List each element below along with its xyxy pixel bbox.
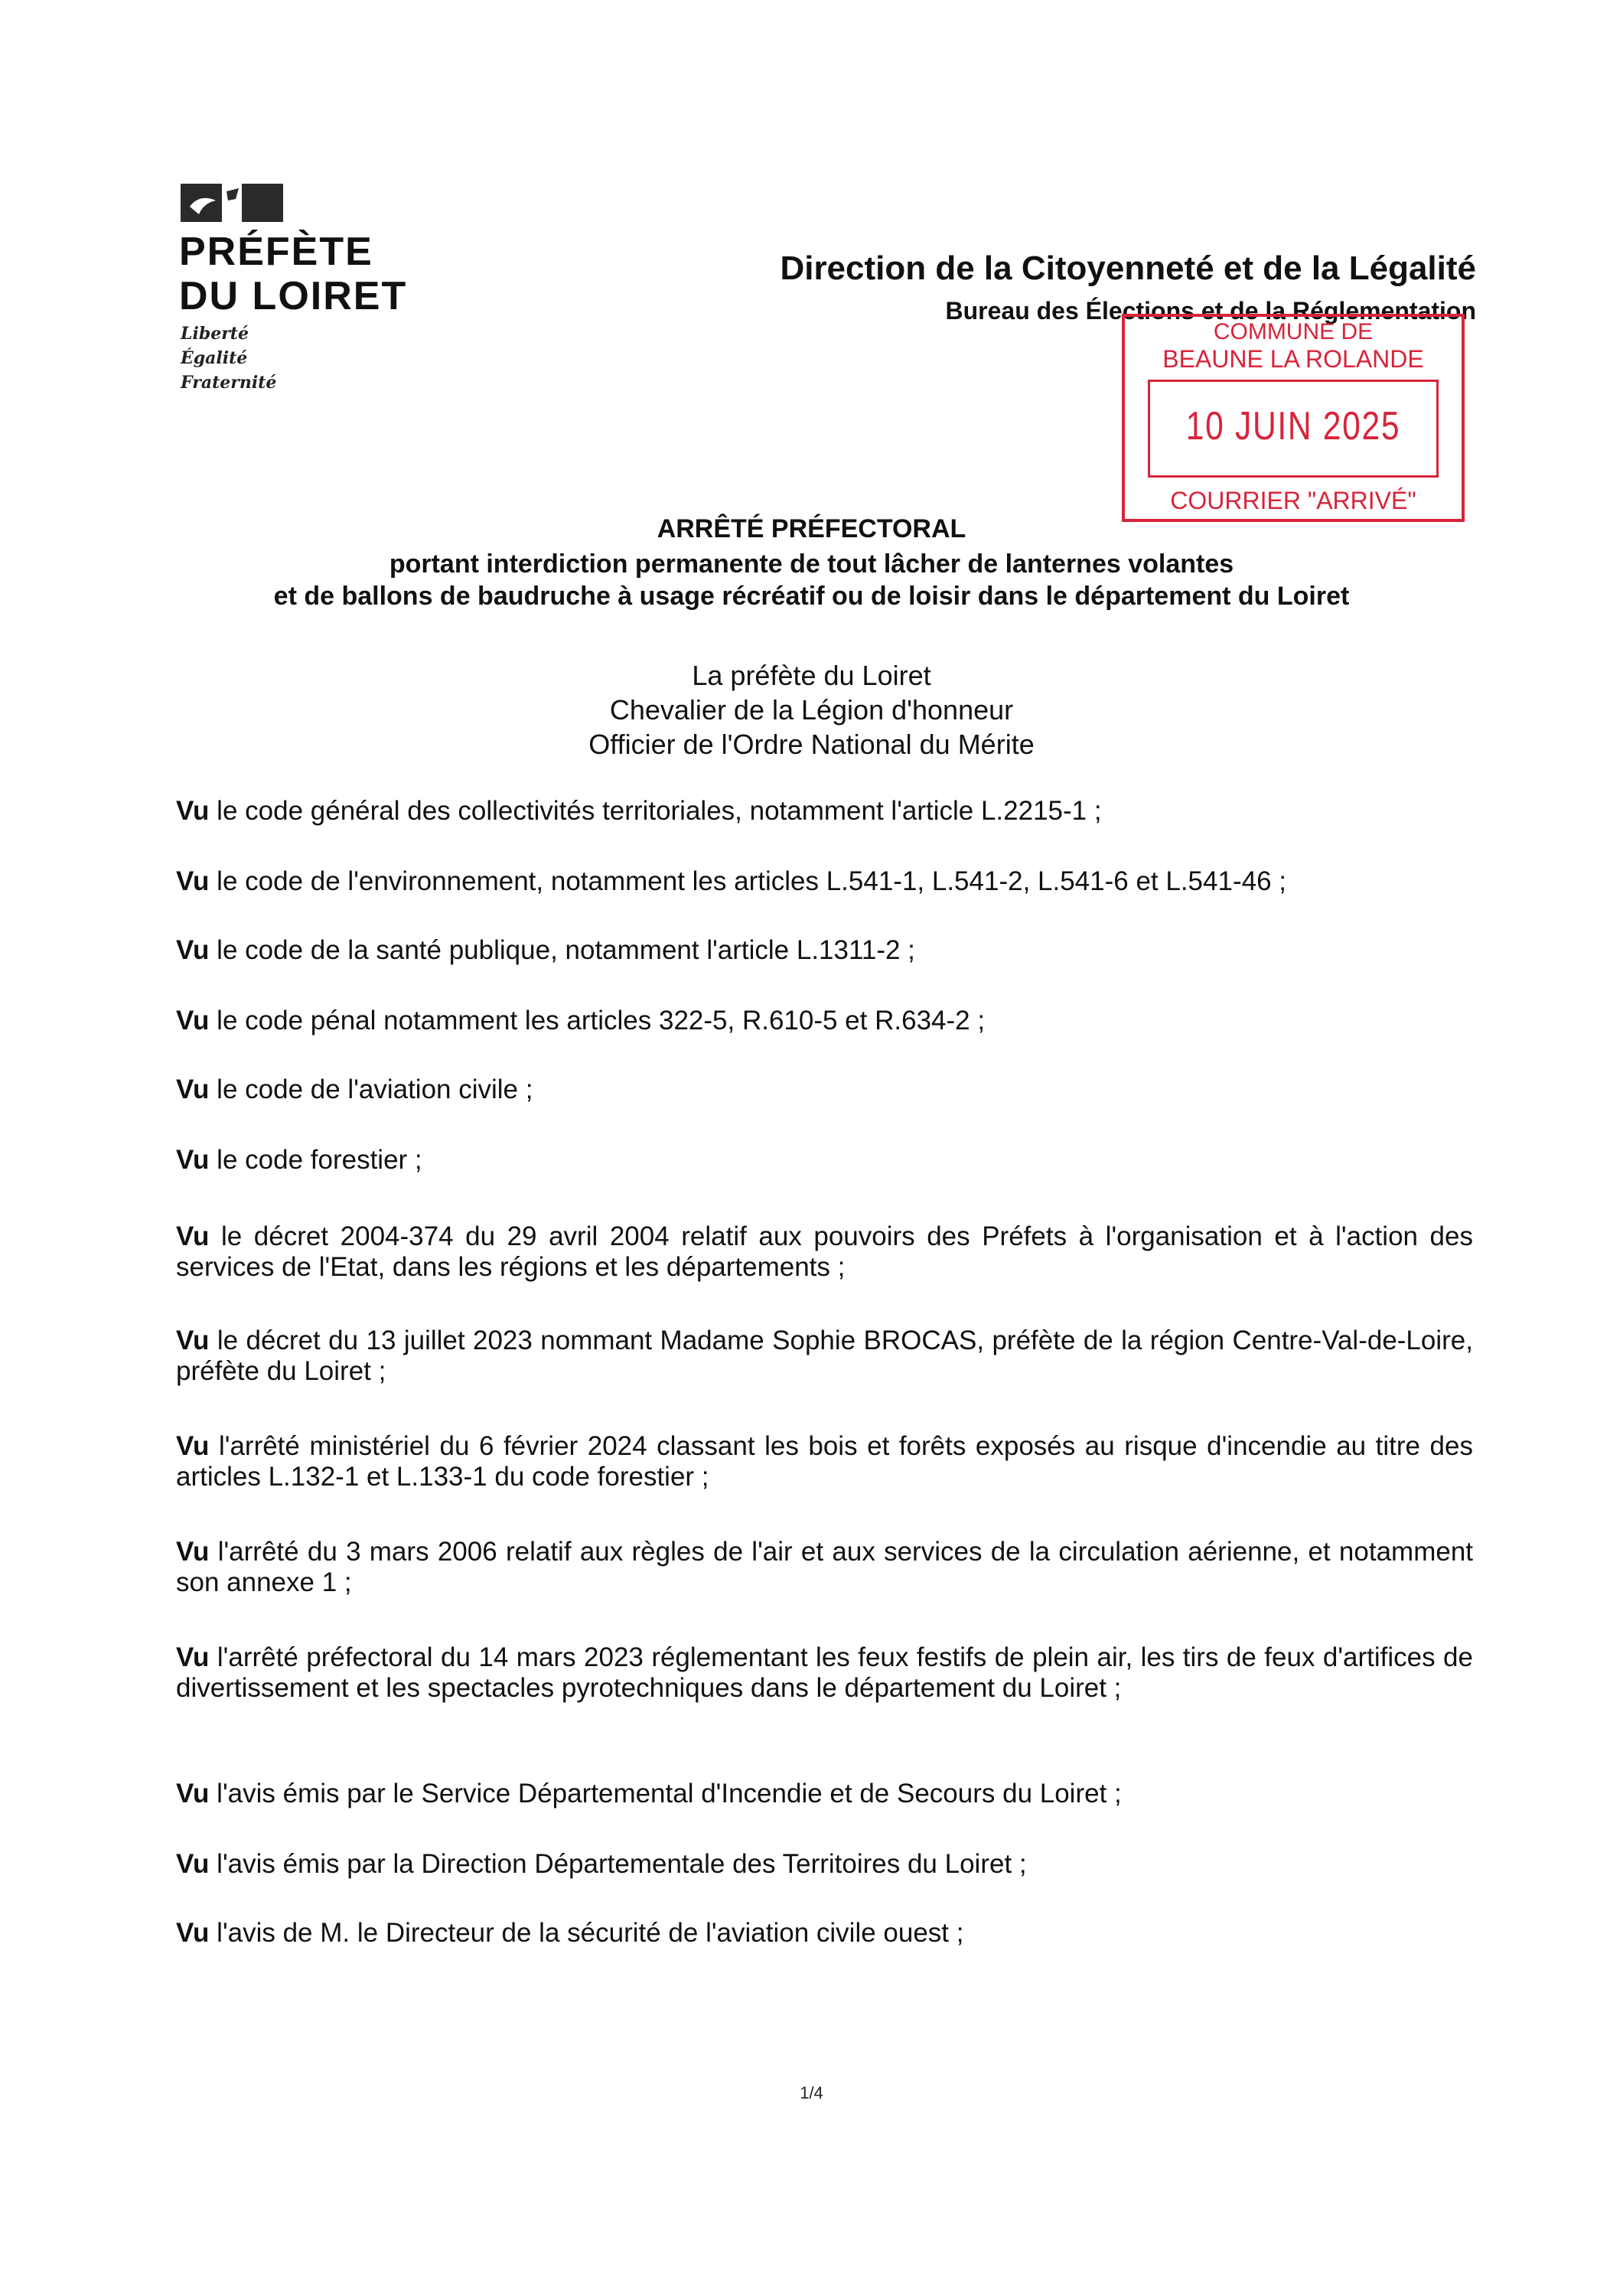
vu-prefix: Vu xyxy=(176,1006,210,1035)
authority-line-1: La préfète du Loiret xyxy=(692,660,931,691)
considerant-14 xyxy=(176,1918,1473,1949)
considerant-text: le code général des collectivités territoriales, notamment l'article L.2215-1 ; xyxy=(217,796,1102,826)
vu-prefix: Vu xyxy=(176,1075,210,1104)
considerant-text: l'arrêté du 3 mars 2006 relatif aux règles de l'air et aux services de la circulation aérienne, et notamment son annexe 1 ; xyxy=(176,1537,1474,1597)
vu-prefix: Vu xyxy=(176,1537,210,1567)
considerant-4 xyxy=(176,1006,1473,1036)
motto-egalite: Égalité xyxy=(181,348,248,368)
considerant-text: l'avis de M. le Directeur de la sécurité de l'aviation civile ouest ; xyxy=(217,1918,964,1948)
considerant-9 xyxy=(176,1431,1473,1492)
considerant-3 xyxy=(176,935,1473,966)
considerant-text: l'avis émis par le Service Départemental d'Incendie et de Secours du Loiret ; xyxy=(217,1779,1122,1808)
considerant-text: le code forestier ; xyxy=(217,1145,422,1175)
motto-fraternite: Fraternité xyxy=(181,373,277,393)
authority-line-3: Officier de l'Ordre National du Mérite xyxy=(588,729,1035,760)
considerant-text: l'avis émis par la Direction Départementale des Territoires du Loiret ; xyxy=(217,1849,1027,1879)
stamp-date-box xyxy=(1148,380,1439,478)
vu-prefix: Vu xyxy=(176,1642,210,1672)
considerant-text: le code de la santé publique, notamment l'article L.1311-2 ; xyxy=(217,935,915,965)
reception-stamp xyxy=(1122,314,1465,522)
considerant-text: le code de l'environnement, notamment les articles L.541-1, L.541-2, L.541-6 et L.541-46 ; xyxy=(217,866,1286,896)
republic-motto xyxy=(181,321,276,395)
considerant-10 xyxy=(176,1537,1473,1598)
vu-prefix: Vu xyxy=(176,1849,210,1879)
authority-block xyxy=(0,658,1623,762)
page-number: 1/4 xyxy=(800,2083,823,2102)
vu-prefix: Vu xyxy=(176,1431,210,1461)
marianne-logo-icon xyxy=(181,184,283,222)
considerant-8 xyxy=(176,1326,1473,1387)
considerant-text: l'arrêté préfectoral du 14 mars 2023 réglementant les feux festifs de plein air, les tirs de feux d'artifices de divertissement et les spectacles pyrotechniques dans le département du Loiret ; xyxy=(176,1642,1473,1703)
considerant-7 xyxy=(176,1221,1473,1283)
stamp-footer: COURRIER "ARRIVÉ" xyxy=(1170,487,1416,514)
arrete-title: ARRÊTÉ PRÉFECTORAL xyxy=(657,514,966,543)
vu-prefix: Vu xyxy=(176,1326,210,1355)
arrete-subtitle xyxy=(191,548,1432,612)
stamp-town: BEAUNE LA ROLANDE xyxy=(1162,345,1424,373)
direction-title: Direction de la Citoyenneté et de la Légalité xyxy=(780,249,1476,287)
considerant-2 xyxy=(176,866,1473,897)
vu-prefix: Vu xyxy=(176,1221,210,1251)
stamp-date: 10 JUIN 2025 xyxy=(1185,404,1401,448)
considerant-text: le décret du 13 juillet 2023 nommant Madame Sophie BROCAS, préfète de la région Centre-Val-de-Loire, préfète du Loiret ; xyxy=(176,1326,1473,1386)
considerant-5 xyxy=(176,1075,1473,1105)
logo-title-line-1: PRÉFÈTE xyxy=(179,230,373,274)
considerant-12 xyxy=(176,1779,1473,1809)
vu-prefix: Vu xyxy=(176,1145,210,1175)
considerant-text: le décret 2004-374 du 29 avril 2004 relatif aux pouvoirs des Préfets à l'organisation et à l'action des services de l'Etat, dans les régions et les départements ; xyxy=(176,1221,1473,1282)
considerant-text: le code pénal notamment les articles 322-5, R.610-5 et R.634-2 ; xyxy=(217,1006,986,1035)
logo-title xyxy=(179,230,407,318)
considerant-11 xyxy=(176,1642,1473,1704)
authority-line-2: Chevalier de la Légion d'honneur xyxy=(609,694,1014,726)
motto-liberte: Liberté xyxy=(181,324,249,344)
considerant-text: l'arrêté ministériel du 6 février 2024 classant les bois et forêts exposés au risque d'incendie au titre des articles L.132-1 et L.133-1 du code forestier ; xyxy=(176,1431,1473,1492)
bureau-title: Bureau des Élections et de la Réglementation xyxy=(945,297,1476,325)
considerant-1 xyxy=(176,796,1473,827)
logo-title-line-2: DU LOIRET xyxy=(179,274,408,318)
vu-prefix: Vu xyxy=(176,1779,210,1808)
vu-prefix: Vu xyxy=(176,866,210,896)
considerant-text: le code de l'aviation civile ; xyxy=(217,1075,533,1104)
stamp-commune: COMMUNE DE xyxy=(1213,319,1374,344)
arrete-subtitle-line-1: portant interdiction permanente de tout lâcher de lanternes volantes xyxy=(389,550,1234,579)
considerant-6 xyxy=(176,1145,1473,1176)
vu-prefix: Vu xyxy=(176,1918,210,1948)
arrete-subtitle-line-2: et de ballons de baudruche à usage récréatif ou de loisir dans le département du Loiret xyxy=(273,582,1350,611)
considerant-13 xyxy=(176,1849,1473,1880)
vu-prefix: Vu xyxy=(176,935,210,965)
vu-prefix: Vu xyxy=(176,796,210,826)
